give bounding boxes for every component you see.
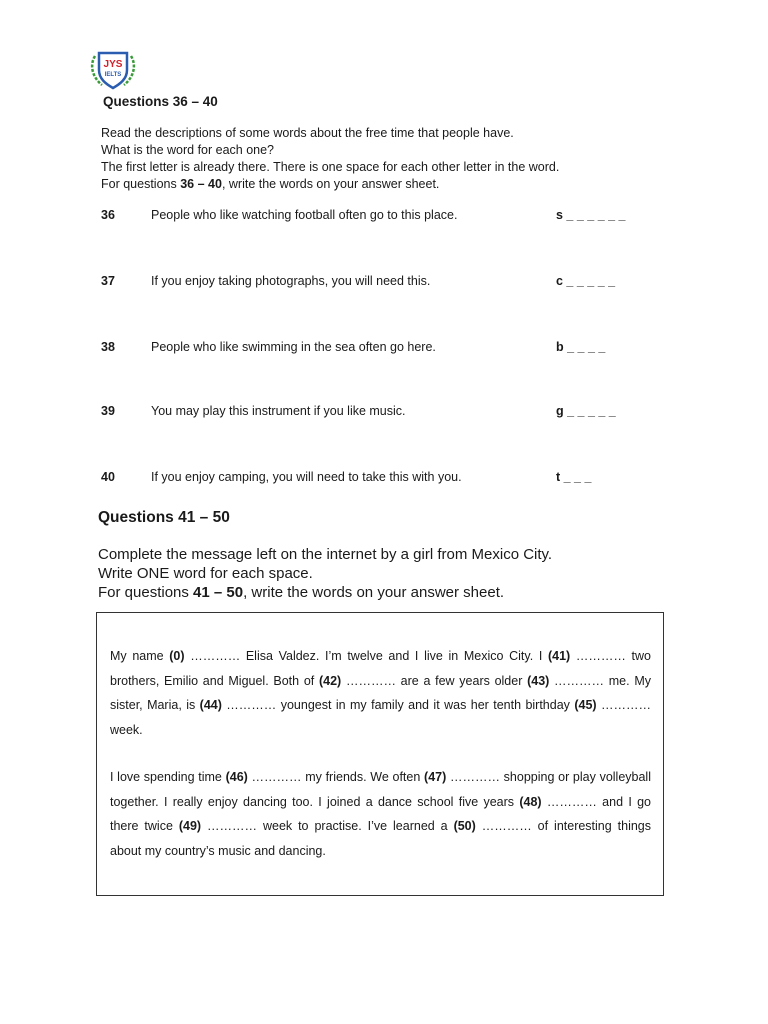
message-text: ………… my friends. We often bbox=[247, 770, 425, 784]
section2-heading: Questions 41 – 50 bbox=[98, 509, 230, 526]
question-text: You may play this instrument if you like music. bbox=[151, 404, 406, 418]
question-number: 39 bbox=[101, 404, 115, 418]
question-number: 36 bbox=[101, 208, 115, 222]
question-text: People who like watching football often go to this place. bbox=[151, 208, 458, 222]
answer-blank: s _ _ _ _ _ _ bbox=[556, 208, 626, 222]
gap-number: (42) bbox=[318, 673, 342, 688]
message-paragraph-2 bbox=[110, 765, 651, 863]
question-row bbox=[0, 274, 768, 294]
gap-number: (48) bbox=[519, 794, 542, 809]
answer-blank: g _ _ _ _ _ bbox=[556, 404, 616, 418]
question-row bbox=[0, 340, 768, 360]
section2-instructions bbox=[98, 545, 552, 602]
question-text: If you enjoy taking photographs, you will need this. bbox=[151, 274, 431, 288]
message-text: ………… are a few years older bbox=[341, 673, 528, 688]
message-paragraph-1 bbox=[110, 644, 651, 742]
message-text: ………… and I go there twice bbox=[110, 794, 651, 833]
question-text: People who like swimming in the sea often go here. bbox=[151, 340, 436, 354]
question-number: 37 bbox=[101, 274, 115, 288]
message-text: My name bbox=[110, 649, 170, 663]
jys-ielts-logo bbox=[88, 48, 138, 90]
question-row bbox=[0, 208, 768, 228]
instruction-line: The first letter is already there. There is one space for each other letter in the word. bbox=[101, 160, 560, 174]
message-text: ………… shopping or play volleyball together. I really enjoy dancing too. I joined a dance school five years bbox=[110, 770, 651, 809]
gap-number: (50) bbox=[453, 819, 476, 833]
logo-text-bottom: IELTS bbox=[104, 72, 122, 78]
message-box bbox=[96, 612, 664, 896]
answer-blank: t _ _ _ bbox=[556, 470, 592, 484]
message-text: I love spending time bbox=[110, 770, 226, 784]
message-text: ………… week. bbox=[110, 698, 651, 737]
section1-instructions bbox=[101, 125, 661, 193]
instruction-line: For questions 36 – 40, write the words on your answer sheet. bbox=[101, 177, 440, 191]
section1-heading: Questions 36 – 40 bbox=[103, 94, 218, 109]
gap-number: (41) bbox=[547, 649, 571, 663]
question-number: 40 bbox=[101, 470, 115, 484]
message-text: ………… of interesting things about my country’s music and dancing. bbox=[110, 819, 652, 858]
message-text: ………… two brothers, Emilio and Miguel. Both of bbox=[110, 649, 651, 688]
gap-number: (46) bbox=[225, 770, 248, 784]
gap-number: (43) bbox=[527, 673, 550, 688]
gap-number: (0) bbox=[169, 649, 185, 663]
question-text: If you enjoy camping, you will need to take this with you. bbox=[151, 470, 462, 484]
instruction-line: What is the word for each one? bbox=[101, 143, 275, 157]
instruction-line: Read the descriptions of some words about the free time that people have. bbox=[101, 126, 514, 140]
question-number: 38 bbox=[101, 340, 115, 354]
message-text: ………… youngest in my family and it was her tenth birthday bbox=[221, 698, 575, 712]
logo-text-top: JYS bbox=[103, 59, 123, 70]
instruction-line: For questions 41 – 50, write the words on your answer sheet. bbox=[98, 584, 505, 601]
gap-number: (47) bbox=[424, 770, 447, 784]
question-row bbox=[0, 470, 768, 490]
gap-number: (44) bbox=[199, 698, 222, 712]
message-text: ………… Elisa Valdez. I’m twelve and I live in Mexico City. I bbox=[184, 649, 548, 663]
instruction-line: Complete the message left on the internet by a girl from Mexico City. bbox=[98, 546, 553, 563]
message-text: ………… week to practise. I’ve learned a bbox=[201, 819, 454, 833]
answer-blank: b _ _ _ _ bbox=[556, 340, 606, 354]
message-text: ………… me. My sister, Maria, is bbox=[110, 673, 651, 712]
answer-blank: c _ _ _ _ _ bbox=[556, 274, 616, 288]
gap-number: (49) bbox=[178, 819, 202, 833]
question-row bbox=[0, 404, 768, 424]
gap-number: (45) bbox=[574, 698, 597, 712]
instruction-line: Write ONE word for each space. bbox=[98, 565, 313, 582]
